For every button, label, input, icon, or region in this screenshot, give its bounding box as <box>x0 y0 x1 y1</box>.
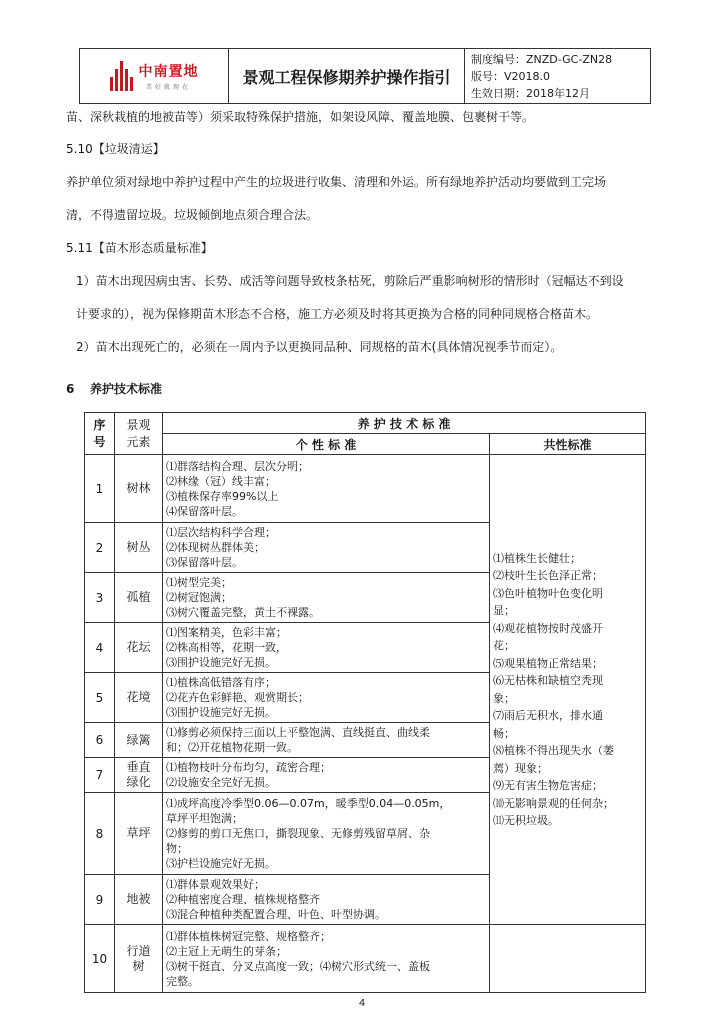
section-title: 养护技术标准 <box>90 382 163 396</box>
table-row: 7 垂直绿化 ⑴植物枝叶分布均匀，疏密合理； ⑵设施安全完好无损。 <box>85 758 646 793</box>
logo-mark-icon <box>110 61 133 91</box>
page-number: 4 <box>358 998 366 1009</box>
paragraph: 计要求的），视为保修期苗木形态不合格，施工方必须及时将其更换为合格的同种同规格合格苗木。 <box>76 307 599 321</box>
header-standard: 养 护 技 术 标 准 <box>163 413 646 434</box>
paragraph: 1）苗木出现因病虫害、长势、成活等问题导致枝条枯死，剪除后严重影响树形的情形时（冠幅达不到设 <box>76 274 624 288</box>
doc-version: 版号：V2018.0 <box>471 69 551 83</box>
logo-slogan: 美好就现在 <box>145 84 191 91</box>
table-row: 3 孤植 ⑴树型完美； ⑵树冠饱满； ⑶树穴覆盖完整，黄土不裸露。 <box>85 573 646 623</box>
table-row: 9 地被 ⑴群体景观效果好； ⑵种植密度合理、植株规格整齐 ⑶混合种植种类配置合理、叶色、叶型协调。 <box>85 875 646 925</box>
header-common: 共性标准 <box>490 434 646 455</box>
document-header <box>79 48 651 104</box>
section-heading-6 <box>66 380 162 397</box>
document-title: 景观工程保修期养护操作指引 <box>229 49 465 103</box>
logo <box>80 49 229 103</box>
common-standards: ⑴植株生长健壮； ⑵枝叶生长色泽正常； ⑶色叶植物叶色变化明 显； ⑷观花植物按时茂盛开 花； ⑸观果植物正常结果； ⑹无枯株和缺植空秃现 象； ⑺雨后无积水，排水通 畅； ⑻植株不得出现失水（萎 蔫）现象； ⑼无有害生物危害症； ⑽无影响景观的任何杂； ⑾无积垃圾。 <box>490 455 646 925</box>
table-row: 5 花境 ⑴植株高低错落有序； ⑵花卉色彩鲜艳、观赏期长； ⑶围护设施完好无损。 <box>85 673 646 723</box>
logo-name: 中南置地 <box>138 64 199 80</box>
section-heading-5-10: 5.10【垃圾清运】 <box>66 142 165 156</box>
document-meta <box>465 49 650 103</box>
paragraph: 清，不得遗留垃圾。垃圾倾倒地点须合理合法。 <box>66 208 319 222</box>
doc-number: 制度编号：ZNZD-GC-ZN28 <box>471 52 613 66</box>
table-row: 2 树丛 ⑴层次结构科学合理； ⑵体现树丛群体美； ⑶保留落叶层。 <box>85 523 646 573</box>
table-row: 6 绿篱 ⑴修剪必须保持三面以上平整饱满、直线挺直、曲线柔 和；⑵开花植物花期一致。 <box>85 723 646 758</box>
table-row: 10 行道树 ⑴群体植株树冠完整、规格整齐； ⑵主冠上无萌生的芽条； ⑶树干挺直、分叉点高度一致；⑷树穴形式统一、盖板 完整。 <box>85 925 646 993</box>
table-row: 4 花坛 ⑴图案精美，色彩丰富； ⑵株高相等，花期一致， ⑶围护设施完好无损。 <box>85 623 646 673</box>
maintenance-standards-table <box>84 412 646 993</box>
table-row: 1 树林 ⑴群落结构合理、层次分明； ⑵林缘（冠）线丰富； ⑶植株保存率99%以上 ⑷保留落叶层。 ⑴植株生长健壮； ⑵枝叶生长色泽正常； ⑶色叶植物叶色变化明 显； ⑷观花植物按时茂盛开 花； ⑸观果植物正常结果； ⑹无枯株和缺植空秃现 象； ⑺雨后无积水，排水通 畅； ⑻植株不得出现失水（萎 蔫）现象； ⑼无有害生物危害症； ⑽无影响景观的任何杂； ⑾无积垃圾。 <box>85 455 646 523</box>
paragraph: 养护单位须对绿地中养护过程中产生的垃圾进行收集、清理和外运。所有绿地养护活动均要做到工完场 <box>66 175 607 189</box>
table-row: 8 草坪 ⑴成坪高度冷季型0.06—0.07m，暖季型0.04—0.05m， 草坪平坦饱满； ⑵修剪的剪口无焦口，撕裂现象、无修剪残留草屑、杂 物； ⑶护栏设施完好无损。 <box>85 793 646 875</box>
header-element: 景观元素 <box>115 413 163 455</box>
doc-effective-date: 生效日期：2018年12月 <box>471 86 590 100</box>
paragraph: 苗、深秋栽植的地被苗等）须采取特殊保护措施，如架设风障、覆盖地膜、包裹树干等。 <box>66 110 535 124</box>
header-no: 序号 <box>85 413 115 455</box>
paragraph: 2）苗木出现死亡的，必须在一周内予以更换同品种、同规格的苗木(具体情况视季节而定）。 <box>76 340 563 354</box>
header-individual: 个 性 标 准 <box>163 434 490 455</box>
section-number: 6 <box>66 382 75 396</box>
section-heading-5-11: 5.11【苗木形态质量标准】 <box>66 241 213 255</box>
